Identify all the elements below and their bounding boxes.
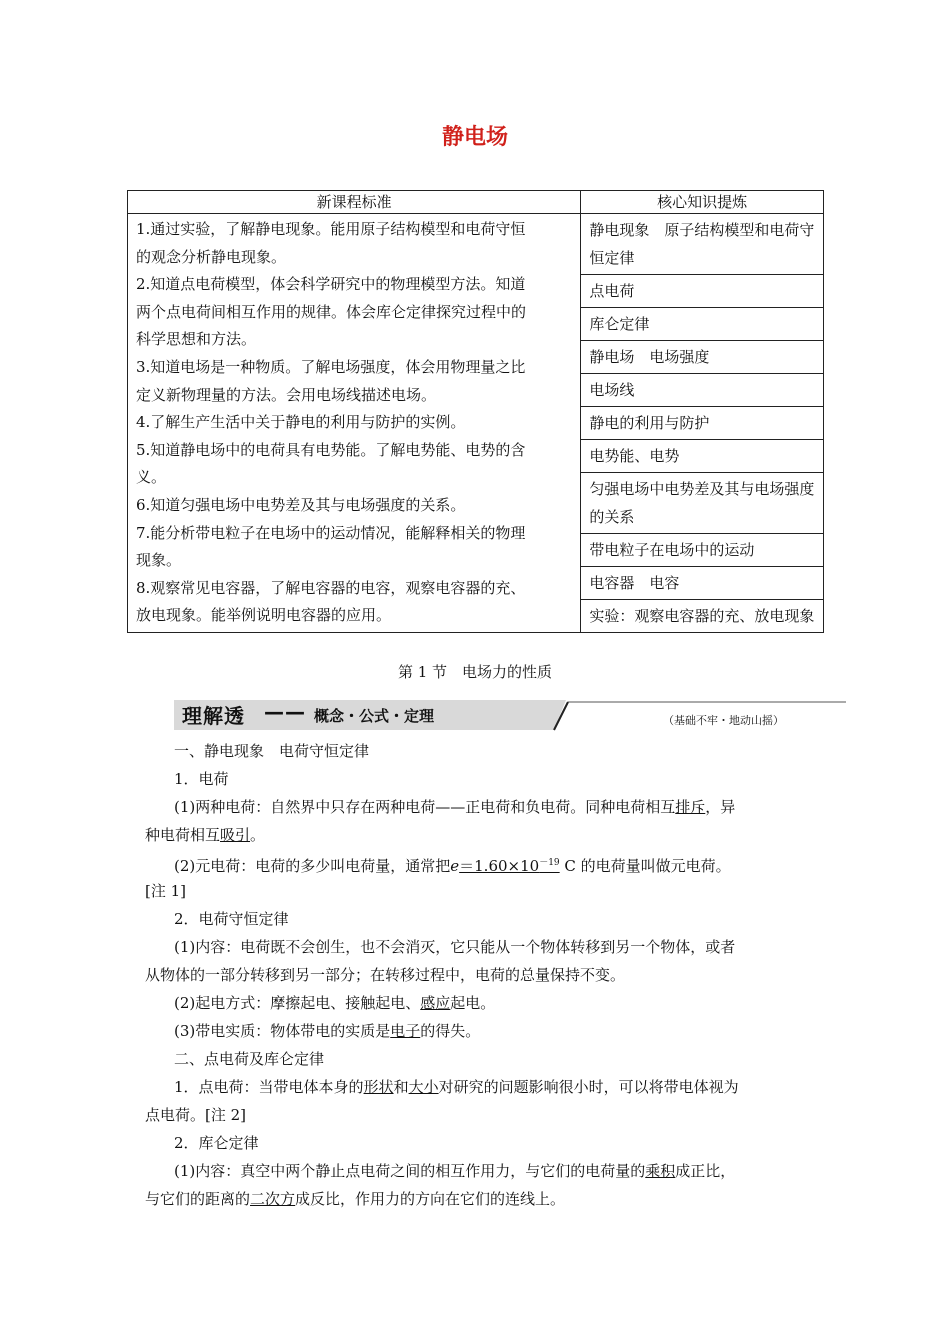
standard-line: 两个点电荷间相互作用的规律。体会库仑定律探究过程中的 bbox=[136, 302, 527, 321]
paragraph-line: (1)内容：电荷既不会创生，也不会消灭，它只能从一个物体转移到另一个物体，或者 bbox=[174, 938, 736, 956]
standard-line: 现象。 bbox=[136, 551, 182, 570]
standard-line: 放电现象。能举例说明电容器的应用。 bbox=[136, 606, 392, 625]
section-banner bbox=[174, 696, 846, 736]
knowledge-item: 匀强电场中电势差及其与电场强度的关系 bbox=[581, 473, 824, 534]
knowledge-item: 带电粒子在电场中的运动 bbox=[581, 534, 824, 567]
banner-dash: —— bbox=[264, 700, 306, 724]
answer-underline: 电子 bbox=[390, 1022, 421, 1040]
paragraph-line: 1．点电荷：当带电体本身的形状和大小对研究的问题影响很小时，可以将带电体视为 bbox=[174, 1078, 739, 1096]
banner-note: （基础不牢・地动山摇） bbox=[663, 714, 784, 727]
standards-table bbox=[127, 190, 824, 633]
table-header-knowledge: 核心知识提炼 bbox=[581, 191, 824, 214]
heading-1: 一、静电现象 电荷守恒定律 bbox=[174, 742, 370, 760]
subheading-charge: 1．电荷 bbox=[174, 770, 229, 788]
knowledge-item: 电势能、电势 bbox=[581, 440, 824, 473]
standard-line: 3.知道电场是一种物质。了解电场强度，体会用物理量之比 bbox=[136, 357, 526, 376]
paragraph-line: (3)带电实质：物体带电的实质是电子的得失。 bbox=[174, 1022, 481, 1040]
paragraph-line: 与它们的距离的二次方成反比，作用力的方向在它们的连线上。 bbox=[145, 1190, 566, 1208]
paragraph-line: 种电荷相互吸引。 bbox=[145, 826, 266, 844]
standard-line: 6.知道匀强电场中电势差及其与电场强度的关系。 bbox=[136, 495, 466, 514]
answer-underline: 形状 bbox=[363, 1078, 394, 1096]
standard-line: 的观念分析静电现象。 bbox=[136, 247, 287, 266]
knowledge-item: 电容器 电容 bbox=[581, 567, 824, 600]
heading-2: 二、点电荷及库仑定律 bbox=[174, 1050, 325, 1068]
standard-line: 5.知道静电场中的电荷具有电势能。了解电势能、电势的含 bbox=[136, 440, 526, 459]
paragraph-line: 点电荷。[注 2] bbox=[145, 1106, 247, 1124]
answer-underline: 排斥 bbox=[675, 798, 706, 816]
answer-underline: 感应 bbox=[420, 994, 451, 1012]
answer-underline: 乘积 bbox=[645, 1162, 676, 1180]
knowledge-item: 库仑定律 bbox=[581, 308, 824, 341]
standard-line: 义。 bbox=[136, 468, 167, 487]
standard-line: 定义新物理量的方法。会用电场线描述电场。 bbox=[136, 385, 437, 404]
standard-line: 4.了解生产生活中关于静电的利用与防护的实例。 bbox=[136, 413, 466, 432]
knowledge-item: 静电场 电场强度 bbox=[581, 341, 824, 374]
standard-line: 7.能分析带电粒子在电场中的运动情况，能解释相关的物理 bbox=[136, 523, 526, 542]
answer-underline: 二次方 bbox=[250, 1190, 296, 1208]
knowledge-item: 点电荷 bbox=[581, 275, 824, 308]
document-title: 静电场 bbox=[441, 125, 508, 150]
standard-line: 1.通过实验，了解静电现象。能用原子结构模型和电荷守恒 bbox=[136, 220, 526, 238]
section-title: 第 1 节 电场力的性质 bbox=[397, 663, 553, 681]
knowledge-item: 静电的利用与防护 bbox=[581, 407, 824, 440]
standard-line: 科学思想和方法。 bbox=[136, 330, 257, 349]
answer-underline: 大小 bbox=[408, 1078, 439, 1096]
paragraph-line: (1)内容：真空中两个静止点电荷之间的相互作用力，与它们的电荷量的乘积成正比， bbox=[174, 1162, 736, 1180]
banner-sub-label: 概念・公式・定理 bbox=[314, 707, 435, 725]
knowledge-item: 电场线 bbox=[581, 374, 824, 407]
table-header-standards: 新课程标准 bbox=[128, 191, 581, 214]
standard-line: 2.知道点电荷模型，体会科学研究中的物理模型方法。知道 bbox=[136, 275, 526, 294]
subheading-coulomb: 2．库仑定律 bbox=[174, 1134, 259, 1152]
knowledge-item: 静电现象 原子结构模型和电荷守恒定律 bbox=[581, 214, 824, 275]
paragraph-line: (1)两种电荷：自然界中只存在两种电荷——正电荷和负电荷。同种电荷相互排斥，异 bbox=[174, 798, 736, 816]
footnote-ref-2[interactable]: [注 2] bbox=[205, 1106, 247, 1124]
standard-line: 8.观察常见电容器，了解电容器的电容，观察电容器的充、 bbox=[136, 578, 526, 597]
answer-underline: $=1.60\times 10^{-19}$ bbox=[459, 857, 560, 875]
banner-main-label: 理解透 bbox=[182, 704, 245, 728]
footnote-ref-1[interactable]: [注 1] bbox=[145, 882, 187, 900]
knowledge-item: 实验：观察电容器的充、放电现象 bbox=[581, 600, 824, 633]
paragraph-line: (2)元电荷：电荷的多少叫电荷量，通常把$e=1.60\times 10^{-19}$ C 的电荷量叫做元电荷。 bbox=[174, 857, 731, 875]
standards-cell bbox=[128, 214, 581, 633]
paragraph-line: 从物体的一部分转移到另一部分；在转移过程中，电荷的总量保持不变。 bbox=[145, 966, 626, 984]
subheading-conservation: 2．电荷守恒定律 bbox=[174, 910, 289, 928]
answer-underline: 吸引 bbox=[220, 826, 251, 844]
paragraph-line: (2)起电方式：摩擦起电、接触起电、感应起电。 bbox=[174, 994, 496, 1012]
